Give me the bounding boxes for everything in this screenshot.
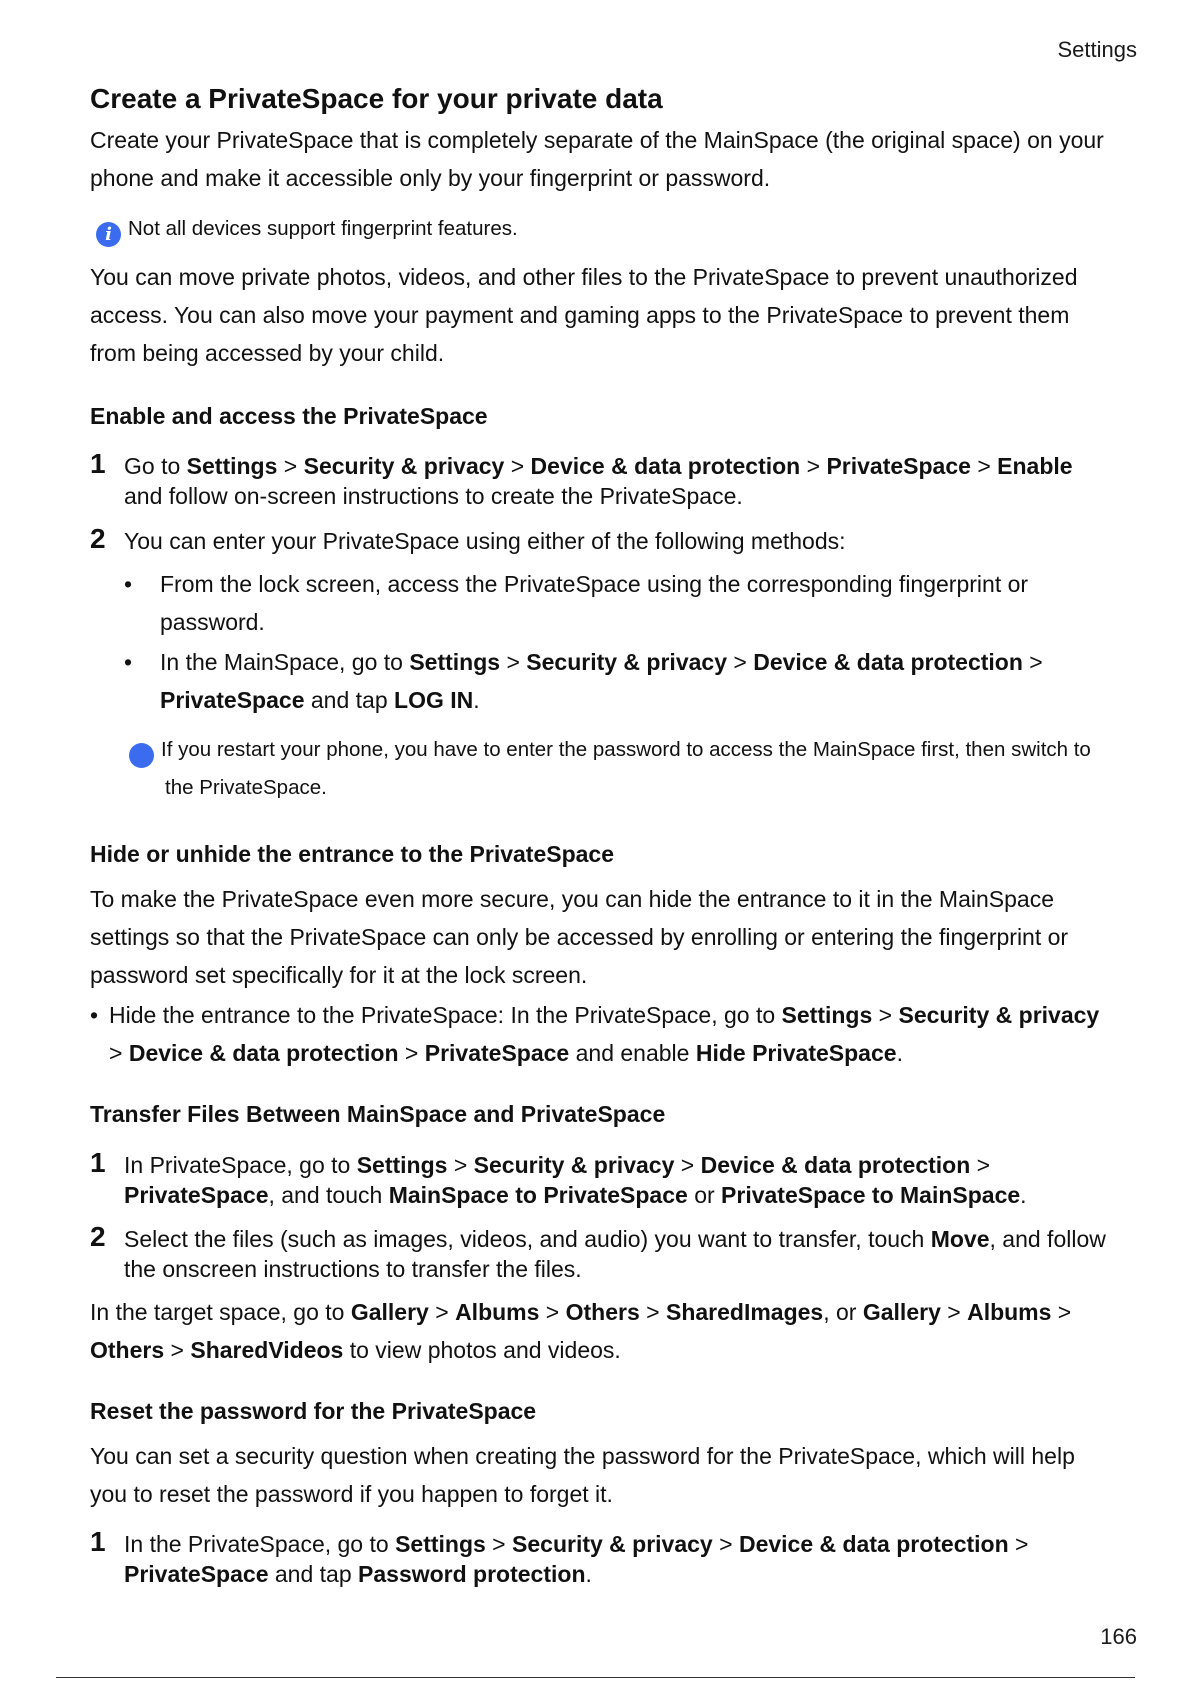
menu-device-data-protection: Device & data protection <box>738 1531 1009 1557</box>
bullet-dot: • <box>124 571 133 597</box>
bullet-text: and enable <box>569 1040 696 1066</box>
menu-security-privacy: Security & privacy <box>526 649 727 675</box>
menu-others: Others <box>90 1337 165 1363</box>
album-shared-images: SharedImages <box>665 1299 824 1325</box>
album-shared-videos: SharedVideos <box>190 1337 344 1363</box>
step-text: and tap <box>268 1561 359 1587</box>
separator: > <box>428 1299 456 1325</box>
target-space-paragraph <box>90 1293 1111 1369</box>
page-title: Create a PrivateSpace for your private data <box>90 83 663 114</box>
option-hide-privatespace: Hide PrivateSpace <box>695 1040 897 1066</box>
footer-divider <box>56 1677 1135 1678</box>
menu-security-privacy: Security & privacy <box>473 1152 675 1178</box>
intro-paragraph: Create your PrivateSpace that is completely separate of the MainSpace (the original space) on your phone and make it accessible only by your fingerprint or password. <box>90 127 1104 191</box>
separator: > <box>447 1152 474 1178</box>
step-text: Go to <box>124 453 187 479</box>
page-header-section: Settings <box>1057 37 1137 62</box>
menu-settings: Settings <box>395 1531 486 1557</box>
menu-privatespace: PrivateSpace <box>160 687 305 713</box>
step-text: Select the files (such as images, videos, and audio) you want to transfer, touch <box>124 1226 931 1252</box>
separator: > <box>1008 1531 1029 1557</box>
bullet-dot: • <box>90 1002 99 1028</box>
menu-security-privacy: Security & privacy <box>303 453 505 479</box>
heading-enable-access: Enable and access the PrivateSpace <box>90 403 488 429</box>
heading-transfer-files: Transfer Files Between MainSpace and PrivateSpace <box>90 1101 666 1127</box>
bullet-text: . <box>473 687 480 713</box>
bullet-text: From the lock screen, access the PrivateSpace using the corresponding fingerprint or password. <box>160 571 1029 635</box>
bullet-text: Hide the entrance to the PrivateSpace: In the PrivateSpace, go to <box>109 1002 782 1028</box>
note-restart <box>120 731 1111 807</box>
menu-privatespace: PrivateSpace <box>124 1561 269 1587</box>
method-bullet-mainspace <box>124 643 1111 719</box>
step-text: . <box>585 1561 592 1587</box>
hide-paragraph: To make the PrivateSpace even more secure, you can hide the entrance to it in the MainSpace settings so that the PrivateSpace can only be accessed by enrolling or entering the fingerprint or password set specifically for it at the lock screen. <box>90 886 1069 988</box>
menu-settings: Settings <box>781 1002 873 1028</box>
menu-privatespace: PrivateSpace <box>826 453 971 479</box>
info-icon: i <box>96 222 121 247</box>
bullet-dot: • <box>124 649 133 675</box>
note-restart-text: If you restart your phone, you have to enter the password to access the MainSpace first, then switch to the PrivateSpace. <box>161 738 1091 799</box>
menu-settings: Settings <box>409 649 501 675</box>
step-number: 1 <box>90 1147 106 1178</box>
separator: > <box>872 1002 899 1028</box>
bullet-text: . <box>896 1040 903 1066</box>
menu-security-privacy: Security & privacy <box>512 1531 713 1557</box>
separator: > <box>1051 1299 1072 1325</box>
menu-security-privacy: Security & privacy <box>898 1002 1100 1028</box>
menu-device-data-protection: Device & data protection <box>700 1152 971 1178</box>
separator: > <box>712 1531 739 1557</box>
separator: > <box>970 1152 991 1178</box>
separator: > <box>504 453 531 479</box>
separator: > <box>940 1299 968 1325</box>
separator: > <box>800 453 827 479</box>
step-text: You can enter your PrivateSpace using either of the following methods: <box>124 528 846 554</box>
menu-albums: Albums <box>455 1299 540 1325</box>
enable-step-2 <box>90 523 1111 556</box>
heading-reset-password: Reset the password for the PrivateSpace <box>90 1398 537 1424</box>
transfer-step-2 <box>90 1221 1111 1284</box>
step-text: , and touch <box>268 1182 389 1208</box>
separator: > <box>485 1531 513 1557</box>
step-text: or <box>687 1182 722 1208</box>
menu-settings: Settings <box>186 453 278 479</box>
menu-privatespace: PrivateSpace <box>424 1040 570 1066</box>
bullet-text: In the MainSpace, go to <box>160 649 410 675</box>
separator: > <box>277 453 304 479</box>
separator: > <box>164 1337 191 1363</box>
step-text: In PrivateSpace, go to <box>124 1152 357 1178</box>
step-number: 1 <box>90 448 106 479</box>
reset-step-1 <box>90 1526 1111 1589</box>
option-mainspace-to-privatespace: MainSpace to PrivateSpace <box>388 1182 688 1208</box>
step-number: 2 <box>90 523 106 554</box>
separator: > <box>109 1040 129 1066</box>
menu-device-data-protection: Device & data protection <box>128 1040 399 1066</box>
step-text: , and follow the onscreen instructions to transfer the files. <box>124 1226 1106 1282</box>
menu-others: Others <box>565 1299 640 1325</box>
separator: > <box>398 1040 425 1066</box>
paragraph-text: , or <box>823 1299 863 1325</box>
button-move: Move <box>930 1226 990 1252</box>
separator: > <box>674 1152 701 1178</box>
step-number: 2 <box>90 1221 106 1252</box>
option-privatespace-to-mainspace: PrivateSpace to MainSpace <box>721 1182 1021 1208</box>
step-text: . <box>1020 1182 1027 1208</box>
enable-step-1 <box>90 448 1111 511</box>
bullet-text: and tap <box>304 687 395 713</box>
button-log-in: LOG IN <box>394 687 474 713</box>
paragraph-text: In the target space, go to <box>90 1299 351 1325</box>
step-text: In the PrivateSpace, go to <box>124 1531 396 1557</box>
menu-albums: Albums <box>967 1299 1052 1325</box>
step-number: 1 <box>90 1526 106 1557</box>
separator: > <box>500 649 527 675</box>
note-fingerprint-text: Not all devices support fingerprint features. <box>128 217 518 240</box>
app-gallery: Gallery <box>862 1299 941 1325</box>
info-icon: i <box>129 743 154 768</box>
method-bullet-lock-screen <box>124 565 1111 641</box>
reset-paragraph: You can set a security question when creating the password for the PrivateSpace, which will help you to reset the password if you happen to forget it. <box>90 1443 1075 1507</box>
menu-privatespace: PrivateSpace <box>124 1182 269 1208</box>
private-files-paragraph: You can move private photos, videos, and other files to the PrivateSpace to prevent unauthorized access. You can also move your payment and gaming apps to the PrivateSpace to prevent them from being accessed by your child. <box>90 264 1078 366</box>
separator: > <box>539 1299 566 1325</box>
heading-hide-unhide: Hide or unhide the entrance to the PrivateSpace <box>90 841 615 867</box>
hide-bullet <box>90 996 1111 1072</box>
menu-device-data-protection: Device & data protection <box>530 453 801 479</box>
page-number: 166 <box>1100 1624 1137 1649</box>
paragraph-text: to view photos and videos. <box>343 1337 621 1363</box>
separator: > <box>639 1299 666 1325</box>
transfer-step-1 <box>90 1147 1111 1210</box>
step-text: and follow on-screen instructions to create the PrivateSpace. <box>124 483 743 509</box>
menu-settings: Settings <box>356 1152 448 1178</box>
separator: > <box>970 453 998 479</box>
menu-device-data-protection: Device & data protection <box>753 649 1023 675</box>
option-password-protection: Password protection <box>358 1561 586 1587</box>
app-gallery: Gallery <box>350 1299 429 1325</box>
note-fingerprint <box>96 210 1111 248</box>
separator: > <box>1022 649 1043 675</box>
menu-enable: Enable <box>997 453 1073 479</box>
separator: > <box>727 649 754 675</box>
